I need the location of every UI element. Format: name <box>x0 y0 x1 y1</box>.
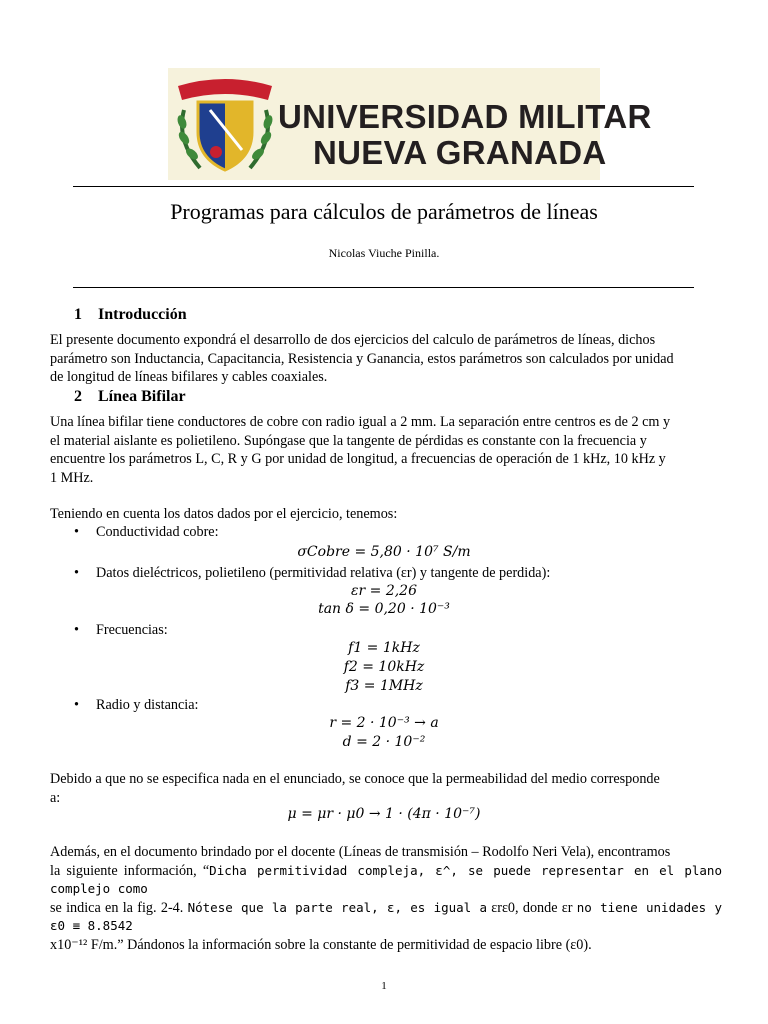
document-title: Programas para cálculos de parámetros de líneas <box>170 199 598 224</box>
bifilar-paragraph <box>50 413 722 487</box>
text-span: la siguiente información, “ <box>50 862 210 879</box>
text-line: Debido a que no se especifica nada en el enunciado, se conoce que la permeabilidad del medio corresponde <box>50 771 660 787</box>
section-number: 1 <box>74 306 82 323</box>
section-heading-linea-bifilar <box>74 388 186 406</box>
equation-sigma: σCobre = 5,80 · 10⁷ S/m <box>297 544 471 560</box>
closing-paragraph <box>50 843 722 955</box>
bullet-dot: • <box>74 697 79 713</box>
text-line: Una línea bifilar tiene conductores de cobre con radio igual a 2 mm. La separación entre centros es de 2 cm y <box>50 414 671 430</box>
text-line: x10⁻¹² F/m.” Dándonos la información sobre la constante de permitividad de espacio libre (ε0). <box>50 936 592 953</box>
given-intro: Teniendo en cuenta los datos dados por el ejercicio, tenemos: <box>50 506 398 522</box>
university-crest-logo <box>170 70 280 178</box>
intro-paragraph <box>50 331 722 387</box>
text-line: parámetro son Inductancia, Capacitancia, Resistencia y Ganancia, estos parámetros son calculados por unidad <box>50 350 674 367</box>
equation-r: r = 2 · 10⁻³ → a <box>329 715 439 731</box>
equation-f1: f1 = 1kHz <box>348 640 420 656</box>
quoted-text: Dicha permitividad compleja, ε^, se puede representar en el plano complejo como <box>50 862 722 897</box>
text-line: 1 MHz. <box>50 469 94 486</box>
equation-f2: f2 = 10kHz <box>343 659 425 675</box>
text-line: El presente documento expondrá el desarrollo de dos ejercicios del calculo de parámetros de líneas, dichos <box>50 332 656 348</box>
text-span: εrε0, donde εr <box>487 899 577 916</box>
text-line: el material aislante es polietileno. Supóngase que la tangente de pérdidas es constante con la frecuencia y <box>50 432 647 449</box>
equation-tan-delta: tan δ = 0,20 · 10⁻³ <box>318 601 450 617</box>
section-title: Introducción <box>98 306 187 323</box>
section-number: 2 <box>74 388 82 405</box>
title-rule-top <box>73 186 694 187</box>
permeability-paragraph <box>50 770 722 807</box>
author-name: Nicolas Viuche Pinilla. <box>328 246 440 260</box>
quoted-text: no tiene unidades y ε0 ≡ 8.8542 <box>50 899 722 934</box>
university-name-line1: UNIVERSIDAD MILITAR <box>278 98 652 135</box>
equation-f3: f3 = 1MHz <box>345 678 423 694</box>
equation-d: d = 2 · 10⁻² <box>342 734 426 750</box>
page-number: 1 <box>381 980 387 992</box>
bullet-radio-distancia: Radio y distancia: <box>96 697 199 713</box>
section-heading-introduccion <box>74 306 187 324</box>
text-line: encuentre los parámetros L, C, R y G por unidad de longitud, a frecuencias de operación de 1 kHz, 10 kHz y <box>50 451 666 468</box>
text-line <box>50 899 722 936</box>
equation-mu: μ = μr · μ0 → 1 · (4π · 10⁻⁷) <box>287 806 481 822</box>
text-line <box>50 862 722 899</box>
text-line: a: <box>50 789 61 806</box>
bullet-dielectricos: Datos dieléctricos, polietileno (permitividad relativa (εr) y tangente de perdida): <box>96 565 551 581</box>
title-rule-bottom <box>73 287 694 288</box>
bullet-dot: • <box>74 622 79 638</box>
university-name-line2: NUEVA GRANADA <box>313 134 607 171</box>
bullet-dot: • <box>74 524 79 540</box>
equation-er: εr = 2,26 <box>350 583 417 599</box>
bullet-frecuencias: Frecuencias: <box>96 622 168 638</box>
bullet-conductividad: Conductividad cobre: <box>96 524 219 540</box>
section-title: Línea Bifilar <box>98 388 186 405</box>
text-line: Además, en el documento brindado por el docente (Líneas de transmisión – Rodolfo Neri Vela), encontramos <box>50 844 671 860</box>
text-span: se indica en la fig. 2-4. <box>50 899 188 916</box>
quoted-text: Nótese que la parte real, ε, es igual a <box>187 899 487 915</box>
bullet-dot: • <box>74 565 79 581</box>
text-line: de longitud de líneas bifilares y cables coaxiales. <box>50 369 328 386</box>
